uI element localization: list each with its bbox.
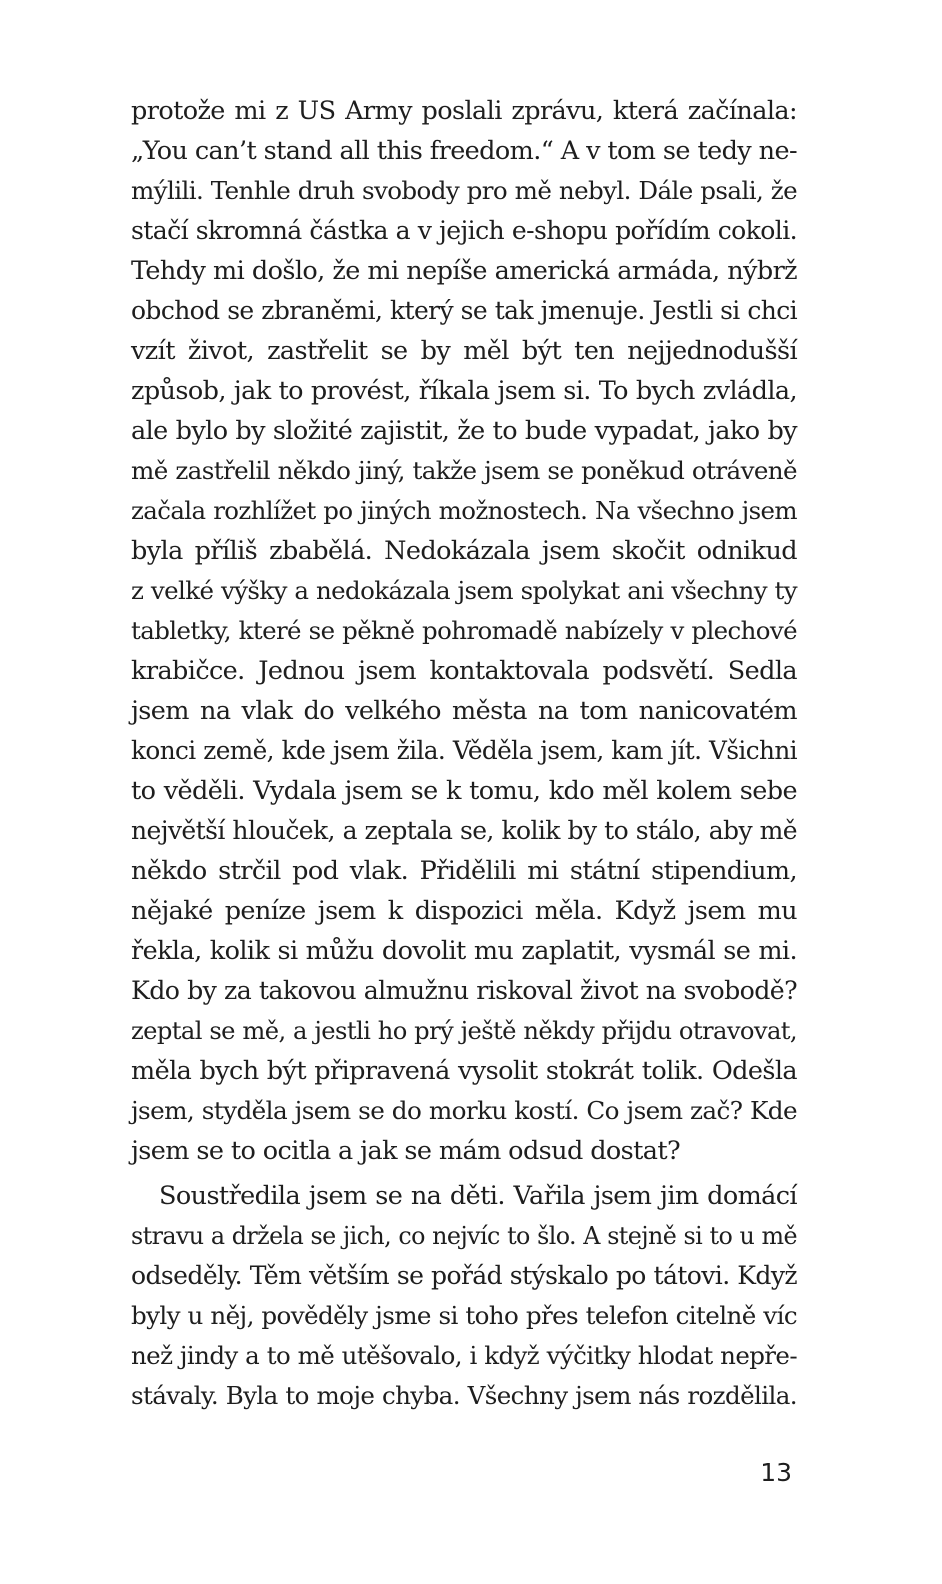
body-text bbox=[131, 91, 797, 1416]
text-line: ale bylo by složité zajistit, že to bude vypadat, jako by bbox=[131, 416, 797, 446]
text-line: mě zastřelil někdo jiný, takže jsem se poněkud otráveně bbox=[131, 456, 797, 485]
text-line: krabičce. Jednou jsem kontaktovala podsvětí. Sedla bbox=[131, 656, 797, 686]
text-line: Tehdy mi došlo, že mi nepíše americká armáda, nýbrž bbox=[131, 256, 797, 286]
text-line: obchod se zbraněmi, který se tak jmenuje. Jestli si chci bbox=[131, 296, 797, 325]
text-line: někdo strčil pod vlak. Přidělili mi státní stipendium, bbox=[131, 856, 797, 886]
text-line: Soustředila jsem se na děti. Vařila jsem jim domácí bbox=[159, 1181, 797, 1211]
text-line: zeptal se mě, a jestli ho prý ještě někdy přijdu otravovat, bbox=[131, 1017, 797, 1045]
text-line: největší hlouček, a zeptala se, kolik by to stálo, aby mě bbox=[131, 816, 797, 845]
text-line: Kdo by za takovou almužnu riskoval život na svobodě? bbox=[131, 976, 797, 1005]
text-line: konci země, kde jsem žila. Věděla jsem, kam jít. Všichni bbox=[131, 736, 797, 765]
text-line: mýlili. Tenhle druh svobody pro mě nebyl. Dále psali, že bbox=[131, 176, 797, 205]
text-line: jsem na vlak do velkého města na tom nanicovatém bbox=[131, 696, 797, 726]
text-line: jsem se to ocitla a jak se mám odsud dostat? bbox=[131, 1136, 681, 1166]
text-line: byla příliš zbabělá. Nedokázala jsem skočit odnikud bbox=[131, 536, 797, 566]
text-line: protože mi z US Army poslali zprávu, která začínala: bbox=[131, 96, 797, 126]
text-line: řekla, kolik si můžu dovolit mu zaplatit, vysmál se mi. bbox=[131, 936, 797, 966]
text-line: vzít život, zastřelit se by měl být ten nejjednodušší bbox=[131, 336, 797, 366]
text-line: odseděly. Těm větším se pořád stýskalo po tátovi. Když bbox=[131, 1261, 797, 1290]
text-line: stávaly. Byla to moje chyba. Všechny jsem nás rozdělila. bbox=[131, 1381, 797, 1410]
text-line: začala rozhlížet po jiných možnostech. Na všechno jsem bbox=[131, 496, 797, 525]
text-line: z velké výšky a nedokázala jsem spolykat ani všechny ty bbox=[131, 576, 797, 605]
text-line: nějaké peníze jsem k dispozici měla. Když jsem mu bbox=[131, 896, 797, 926]
text-line: způsob, jak to provést, říkala jsem si. To bych zvládla, bbox=[131, 376, 797, 406]
text-line: „You can’t stand all this freedom.“ A v tom se tedy ne- bbox=[131, 136, 797, 166]
page-number: 13 bbox=[760, 1458, 792, 1487]
text-line: měla bych být připravená vysolit stokrát tolik. Odešla bbox=[131, 1056, 797, 1086]
text-line: to věděli. Vydala jsem se k tomu, kdo měl kolem sebe bbox=[131, 776, 797, 806]
paragraph-1 bbox=[131, 91, 797, 1171]
paragraph-2 bbox=[131, 1176, 797, 1416]
text-line: než jindy a to mě utěšovalo, i když výčitky hlodat nepře- bbox=[131, 1341, 797, 1370]
text-line: stravu a držela se jich, co nejvíc to šlo. A stejně si to u mě bbox=[131, 1222, 797, 1250]
text-line: byly u něj, pověděly jsme si toho přes telefon citelně víc bbox=[131, 1301, 797, 1330]
text-line: tabletky, které se pěkně pohromadě nabízely v plechové bbox=[131, 616, 797, 645]
text-line: stačí skromná částka a v jejich e-shopu pořídím cokoli. bbox=[131, 216, 797, 245]
text-line: jsem, styděla jsem se do morku kostí. Co jsem zač? Kde bbox=[131, 1096, 797, 1125]
